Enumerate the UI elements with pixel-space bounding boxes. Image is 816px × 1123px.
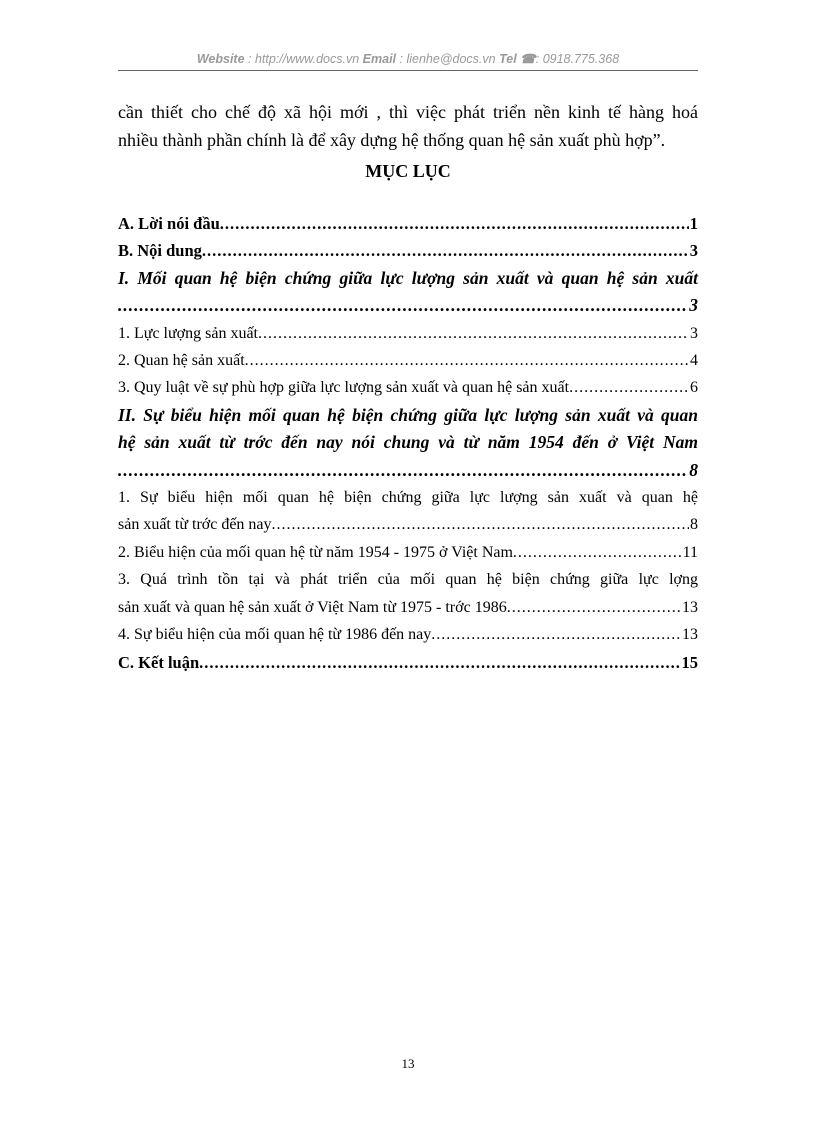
- toc-page-number: 3: [690, 324, 698, 342]
- toc-leader: [245, 347, 689, 374]
- toc-item-text-line-2: hệ sản xuất từ trớc đến nay nói chung và từ năm 1954 đến ở Việt Nam: [118, 432, 698, 453]
- toc-leader: [202, 237, 689, 264]
- toc-page-number: 15: [681, 652, 698, 672]
- email-value: : lienhe@docs.vn: [399, 52, 496, 66]
- toc-item-text: 3. Quy luật về sự phù hợp giữa lực lượng sản xuất và quan hệ sản xuất: [118, 379, 570, 397]
- website-label: Website: [196, 52, 245, 66]
- toc-item-1-3[interactable]: [118, 374, 698, 401]
- toc-leader: [220, 210, 689, 237]
- toc-item-text-line-1: 3. Quá trình tồn tại và phát triển của mối quan hệ biện chứng giữa lực lợng: [118, 571, 698, 589]
- toc-item-text-line-2: sản xuất và quan hệ sản xuất ở Việt Nam từ 1975 - trớc 1986: [118, 598, 507, 616]
- intro-line-1: cần thiết cho chế độ xã hội mới , thì việc phát triển nền kinh tế hàng hoá: [118, 102, 698, 122]
- page-header: [118, 51, 698, 66]
- toc-item-text-line-2: sản xuất từ trớc đến nay: [118, 516, 272, 534]
- toc-item-preface[interactable]: [118, 210, 698, 237]
- toc-page-number: 8: [690, 516, 698, 534]
- toc-leader: [258, 320, 689, 347]
- toc-page-number: 3: [689, 295, 698, 316]
- toc-leader: [513, 539, 682, 566]
- toc-item-content[interactable]: [118, 237, 698, 264]
- toc-leader: [199, 649, 680, 676]
- toc-leader: [569, 374, 689, 401]
- toc-leader: [272, 511, 689, 538]
- toc-item-2-3[interactable]: [118, 566, 698, 621]
- page-number: 13: [401, 1056, 415, 1071]
- toc-item-text-line-1: II. Sự biểu hiện mối quan hệ biện chứng giữa lực lượng sản xuất và quan: [118, 404, 698, 425]
- toc-title: MỤC LỤC: [365, 161, 451, 181]
- toc-item-text: I. Mối quan hệ biện chứng giữa lực lượng sản xuất và quan hệ sản xuất: [118, 267, 698, 288]
- intro-paragraph: [118, 98, 698, 154]
- toc-item-section-1[interactable]: [118, 265, 698, 320]
- phone-icon: ☎: [520, 52, 536, 66]
- toc-item-2-1[interactable]: [118, 484, 698, 539]
- toc-item-text: A. Lời nói đầu: [118, 214, 220, 233]
- toc-item-text: 2. Quan hệ sản xuất: [118, 352, 245, 370]
- toc-item-conclusion[interactable]: [118, 649, 698, 676]
- toc-page-number: 8: [689, 459, 698, 480]
- email-label: Email: [362, 52, 397, 66]
- toc-leader: [431, 621, 681, 648]
- toc-item-2-2[interactable]: [118, 539, 698, 566]
- toc-leader: [507, 594, 681, 621]
- toc-item-section-2[interactable]: [118, 402, 698, 484]
- toc-page-number: 4: [690, 352, 698, 370]
- toc-item-text: B. Nội dung: [118, 241, 202, 261]
- toc-item-text: C. Kết luận: [118, 652, 200, 672]
- toc-page-number: 1: [689, 214, 698, 233]
- toc-item-text: 2. Biểu hiện của mối quan hệ từ năm 1954 - 1975 ở Việt Nam: [118, 543, 513, 561]
- toc-item-text: 1. Lực lượng sản xuất: [118, 324, 258, 342]
- toc-item-1-2[interactable]: [118, 347, 698, 374]
- toc-page-number: 6: [690, 379, 698, 397]
- toc-page-number: 13: [682, 598, 698, 616]
- toc-leader: [118, 292, 688, 319]
- toc-page-number: 13: [682, 626, 698, 644]
- website-value: : http://www.docs.vn: [248, 52, 360, 66]
- toc-page-number: 11: [682, 543, 698, 561]
- toc-item-text: 4. Sự biểu hiện của mối quan hệ từ 1986 đến nay: [118, 626, 432, 644]
- toc-item-1-1[interactable]: [118, 320, 698, 347]
- toc-page-number: 3: [689, 241, 698, 261]
- tel-label: Tel: [499, 52, 517, 66]
- toc-leader: [118, 457, 688, 484]
- table-of-contents: [118, 210, 698, 676]
- intro-line-2: nhiều thành phần chính là để xây dựng hệ thống quan hệ sản xuất phù hợp”.: [118, 130, 666, 150]
- header-divider: [118, 70, 698, 71]
- tel-value: : 0918.775.368: [535, 52, 620, 66]
- toc-item-2-4[interactable]: [118, 621, 698, 648]
- toc-item-text-line-1: 1. Sự biểu hiện mối quan hệ biện chứng giữa lực lượng sản xuất và quan hệ: [118, 489, 698, 507]
